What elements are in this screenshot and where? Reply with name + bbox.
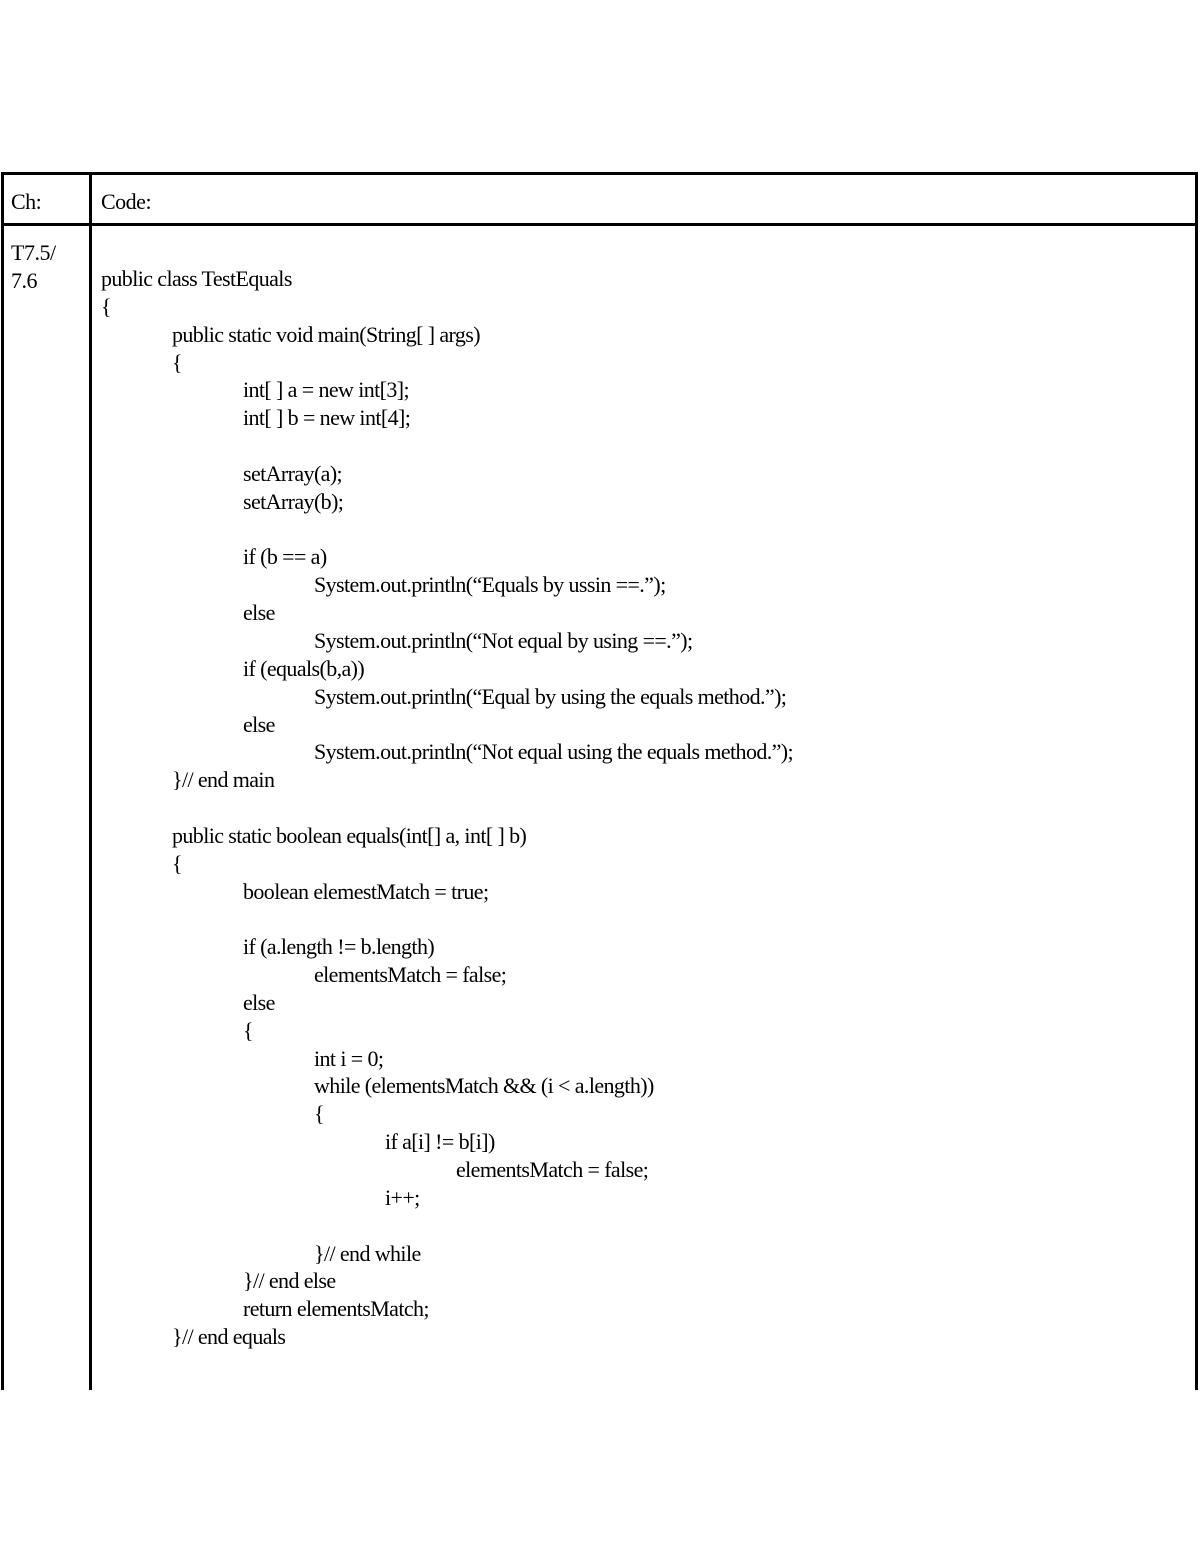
code-line: setArray(a);	[243, 460, 343, 486]
code-line: }// end main	[172, 767, 275, 793]
code-line: {	[101, 293, 111, 319]
code-line: boolean elemestMatch = true;	[243, 878, 489, 904]
code-line: if a[i] != b[i])	[385, 1129, 495, 1155]
code-line: if (equals(b,a))	[243, 655, 365, 681]
code-line: i++;	[385, 1184, 420, 1210]
code-line: return elementsMatch;	[243, 1296, 429, 1322]
code-line: int[ ] a = new int[3];	[243, 377, 409, 403]
code-cell	[101, 265, 793, 1351]
code-line: {	[243, 1017, 253, 1043]
code-line: {	[314, 1101, 324, 1127]
code-line: public class TestEquals	[101, 266, 292, 291]
code-line: System.out.println(“Not equal by using ==.”);	[314, 627, 693, 653]
chapter-cell	[11, 239, 56, 295]
chapter-label-line: T7.5/	[11, 240, 56, 265]
code-line: public static void main(String[ ] args)	[172, 321, 480, 347]
code-line	[101, 432, 793, 460]
code-line: else	[243, 711, 275, 737]
chapter-label-line: 7.6	[11, 268, 37, 293]
code-line: if (a.length != b.length)	[243, 934, 435, 960]
code-line	[101, 794, 793, 822]
code-line: else	[243, 989, 275, 1015]
chapter-column-header: Ch:	[11, 189, 42, 214]
code-line: while (elementsMatch && (i < a.length))	[314, 1073, 654, 1099]
code-line: }// end equals	[172, 1324, 286, 1350]
code-column-header: Code:	[101, 189, 152, 214]
column-divider	[89, 175, 92, 1390]
code-line: elementsMatch = false;	[456, 1157, 649, 1182]
code-line: {	[172, 850, 182, 876]
code-line: else	[243, 600, 275, 626]
code-line: }// end while	[314, 1240, 421, 1266]
code-line	[101, 905, 793, 933]
code-line: }// end else	[243, 1268, 336, 1294]
code-line: public static boolean equals(int[] a, int[ ] b)	[172, 822, 527, 848]
code-line: System.out.println(“Equals by ussin ==.”);	[314, 572, 666, 598]
code-line: int i = 0;	[314, 1045, 384, 1071]
code-line	[101, 1212, 793, 1240]
code-line	[101, 516, 793, 544]
code-line: int[ ] b = new int[4];	[243, 405, 411, 431]
code-line: System.out.println(“Not equal using the equals method.”);	[314, 739, 794, 765]
code-table	[1, 172, 1198, 1390]
code-line: setArray(b);	[243, 488, 344, 514]
code-line: elementsMatch = false;	[314, 962, 507, 988]
code-line: {	[172, 349, 182, 375]
code-line: System.out.println(“Equal by using the equals method.”);	[314, 683, 787, 709]
table-header-row	[4, 175, 1195, 226]
code-line: if (b == a)	[243, 544, 327, 570]
